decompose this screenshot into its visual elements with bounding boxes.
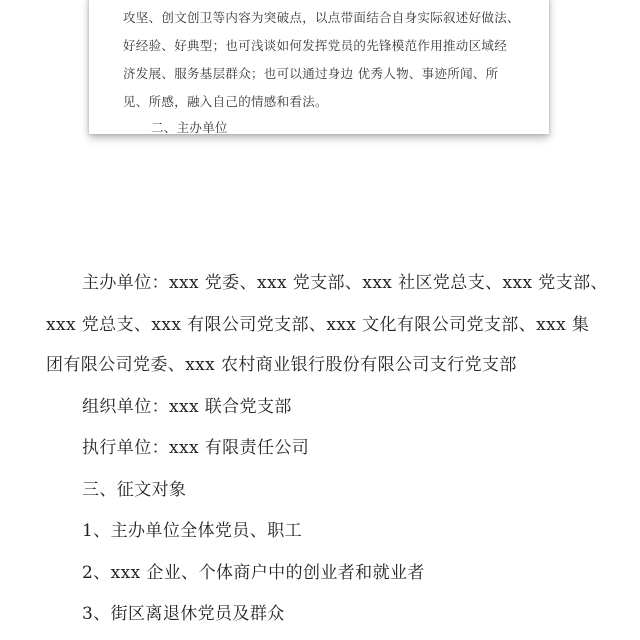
preview-line-1: 攻坚、创文创卫等内容为突破点，以点带面结合自身实际叙述好做法、	[123, 10, 520, 25]
body-line-executing-unit: 执行单位：xxx 有限责任公司	[82, 438, 310, 458]
body-line-organizers-cont-2: 团有限公司党委、xxx 农村商业银行股份有限公司支行党支部	[46, 355, 517, 375]
preview-line-3: 济发展、服务基层群众；也可以通过身边 优秀人物、事迹所闻、所	[123, 66, 499, 81]
participant-item-3: 3、街区离退休党员及群众	[82, 604, 285, 624]
preview-section-heading: 二、主办单位	[151, 120, 228, 135]
body-line-organizing-unit: 组织单位：xxx 联合党支部	[82, 397, 292, 417]
body-line-organizers-cont-1: xxx 党总支、xxx 有限公司党支部、xxx 文化有限公司党支部、xxx 集	[46, 315, 590, 335]
participant-item-2: 2、xxx 企业、个体商户中的创业者和就业者	[82, 563, 425, 583]
preview-line-2: 好经验、好典型；也可浅谈如何发挥党员的先锋模范作用推动区域经	[123, 38, 508, 53]
preview-page-card	[89, 0, 549, 134]
preview-line-4: 见、所感，融入自己的情感和看法。	[123, 94, 328, 109]
section-heading-participants: 三、征文对象	[82, 480, 187, 500]
participant-item-1: 1、主办单位全体党员、职工	[82, 521, 303, 541]
body-line-organizers: 主办单位：xxx 党委、xxx 党支部、xxx 社区党总支、xxx 党支部、	[82, 273, 608, 293]
